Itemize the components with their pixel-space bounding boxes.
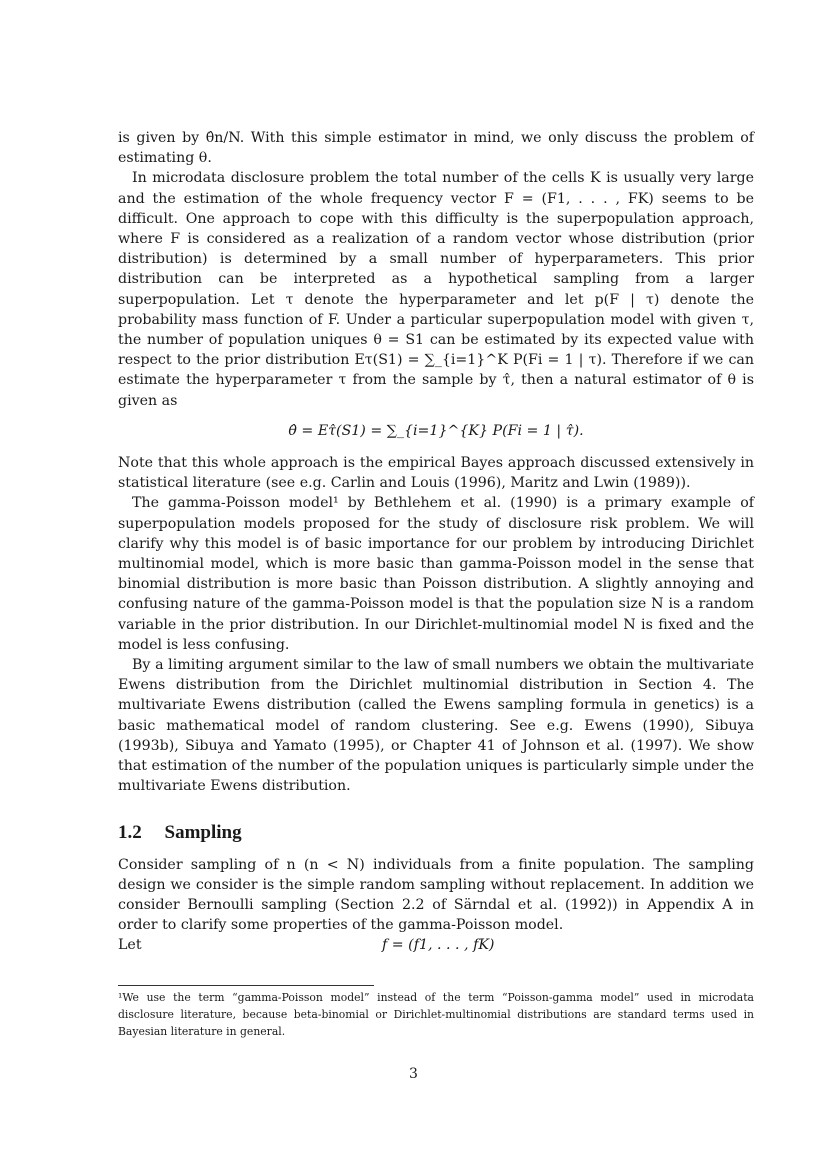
page-number: 3	[409, 1066, 418, 1082]
paragraph-5: By a limiting argument similar to the law of small numbers we obtain the multivariate Ewens distribution from the Dirichlet multinomial distribution in Section 4. The multivariate Ewens distribution (called the Ewens sampling formula in genetics) is a basic mathematical model of random clustering. See e.g. Ewens (1990), Sibuya (1993b), Sibuya and Yamato (1995), or Chapter 41 of Johnson et al. (1997). We show that estimation of the number of the population uniques is particularly simple under the multivariate Ewens distribution.	[118, 657, 754, 795]
let-text: Let	[118, 937, 142, 954]
section-number: 1.2	[118, 821, 142, 843]
paragraph-3: Note that this whole approach is the empirical Bayes approach discussed extensively in statistical literature (see e.g. Carlin and Louis (1996), Maritz and Lwin (1989)).	[118, 455, 754, 492]
equation-f: f = (f1, . . . , fK)	[382, 937, 495, 954]
section-paragraph-1: Consider sampling of n (n < N) individuals from a finite population. The sampling design we consider is the simple random sampling without replacement. In addition we consider Bernoulli sampling (Section 2.2 of Särndal et al. (1992)) in Appendix A in order to clarify some properties of the gamma-Poisson model.	[118, 856, 754, 934]
section-heading	[118, 821, 754, 845]
paragraph-4: The gamma-Poisson model¹ by Bethlehem et al. (1990) is a primary example of superpopulation models proposed for the study of disclosure risk problem. We will clarify why this model is of basic importance for our problem by introducing Dirichlet multinomial model, which is more basic than gamma-Poisson model in the sense that binomial distribution is more basic than Poisson distribution. A slightly annoying and confusing nature of the gamma-Poisson model is that the population size N is a random variable in the prior distribution. In our Dirichlet-multinomial model N is fixed and the model is less confusing.	[118, 495, 754, 653]
footnote: ¹We use the term “gamma-Poisson model” instead of the term “Poisson-gamma model” used in microdata disclosure literature, because beta-binomial or Dirichlet-multinomial distributions are standard terms used in Bayesian literature in general.	[118, 991, 754, 1038]
section-title: Sampling	[164, 821, 242, 843]
equation-theta-hat: θ̂ = Eτ̂(S1) = ∑_{i=1}^{K} P(Fi = 1 | τ̂).	[288, 422, 584, 439]
footnote-rule	[118, 985, 374, 986]
paragraph-1: is given by θ̂n/N. With this simple estimator in mind, we only discuss the problem of estimating θ.	[118, 130, 754, 167]
paragraph-2: In microdata disclosure problem the total number of the cells K is usually very large and the estimation of the whole frequency vector F = (F1, . . . , FK) seems to be difficult. One approach to cope with this difficulty is the superpopulation approach, where F is considered as a realization of a random vector whose distribution (prior distribution) is determined by a small number of hyperparameters. This prior distribution can be interpreted as a hypothetical sampling from a larger superpopulation. Let τ denote the hyperparameter and let p(F | τ) denote the probability mass function of F. Under a particular superpopulation model with given τ, the number of population uniques θ = S1 can be estimated by its expected value with respect to the prior distribution Eτ(S1) = ∑_{i=1}^K P(Fi = 1 | τ). Therefore if we can estimate the hyperparameter τ from the sample by τ̂, then a natural estimator of θ is given as	[118, 170, 754, 409]
page-body	[118, 128, 754, 957]
let-row	[118, 935, 754, 957]
